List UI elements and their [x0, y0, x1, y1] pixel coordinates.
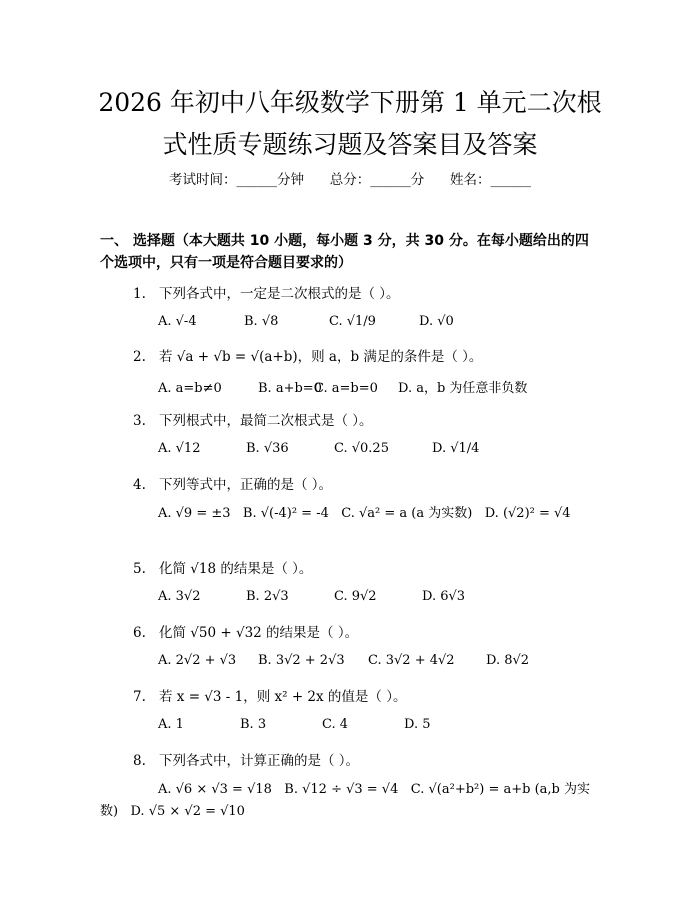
question-number: 3.	[133, 413, 146, 429]
question-text: 化简 √50 + √32 的结果是（ ）。	[159, 625, 359, 641]
option-c: C. 4	[322, 717, 349, 732]
option-c: C. 3√2 + 4√2	[368, 653, 455, 668]
question-5	[133, 557, 312, 577]
option-b: B. √8	[244, 314, 279, 329]
exam-meta	[0, 168, 700, 188]
title-line-1: 2026 年初中八年级数学下册第 1 单元二次根	[98, 88, 602, 117]
question-1	[133, 282, 400, 302]
question-3	[133, 409, 373, 429]
section-heading: 一、 选择题（本大题共 10 小题，每小题 3 分，共 30 分。在每小题给出的四个选项中，只有一项是符合题目要求的）	[100, 233, 589, 271]
question-number: 2.	[133, 349, 146, 365]
option-a: A. √12	[158, 441, 201, 456]
option-d: D. 5	[404, 717, 431, 732]
question-7	[133, 685, 406, 705]
option-a: A. a=b≠0	[158, 381, 222, 396]
option-b: B. √36	[246, 441, 289, 456]
page-title	[50, 82, 650, 166]
exam-score: 总分：______分	[329, 172, 425, 188]
question-text: 若 x = √3 - 1，则 x² + 2x 的值是（ ）。	[159, 689, 407, 705]
question-number: 5.	[133, 561, 146, 577]
question-number: 7.	[133, 689, 146, 705]
option-b: B. 2√3	[246, 589, 289, 604]
option-d: D. √1/4	[432, 441, 480, 456]
options-5	[158, 589, 465, 604]
options-1	[158, 314, 454, 329]
option-d: D. 6√3	[422, 589, 466, 604]
question-number: 6.	[133, 625, 146, 641]
question-2	[133, 345, 482, 365]
question-number: 4.	[133, 477, 146, 493]
options-4: A. √9 = ±3 B. √(-4)² = -4 C. √a² = a (a 为实数) D. (√2)² = √4	[158, 506, 571, 521]
option-a: A. 1	[158, 717, 184, 732]
question-text: 下列根式中，最简二次根式是（ ）。	[159, 413, 373, 429]
question-text: 下列各式中，计算正确的是（ ）。	[159, 753, 360, 769]
option-c: C. 9√2	[334, 589, 377, 604]
option-d: D. a，b 为任意非负数	[398, 381, 528, 396]
option-a: A. 3√2	[158, 589, 201, 604]
question-text: 若 √a + √b = √(a+b)，则 a，b 满足的条件是（ ）。	[159, 349, 483, 365]
options-3	[158, 441, 479, 456]
question-number: 1.	[133, 286, 146, 302]
question-text: 下列各式中，一定是二次根式的是（ ）。	[159, 286, 400, 302]
option-c: C. a=b=0	[314, 381, 378, 396]
option-b: B. a+b=0	[258, 381, 322, 396]
question-text: 化简 √18 的结果是（ ）。	[159, 561, 313, 577]
option-d: D. 8√2	[486, 653, 530, 668]
option-b: B. 3	[240, 717, 267, 732]
exam-time: 考试时间：______分钟	[169, 172, 304, 188]
option-a: A. 2√2 + √3	[158, 653, 237, 668]
option-a: A. √-4	[158, 314, 197, 329]
question-6	[133, 621, 358, 641]
option-c: C. √1/9	[329, 314, 376, 329]
question-text: 下列等式中，正确的是（ ）。	[159, 477, 333, 493]
question-number: 8.	[133, 753, 146, 769]
exam-name: 姓名：______	[450, 172, 531, 188]
options-2	[158, 377, 527, 396]
option-d: D. √0	[419, 314, 454, 329]
options-7	[158, 717, 431, 732]
option-b: B. 3√2 + 2√3	[258, 653, 345, 668]
title-line-2: 式性质专题练习题及答案目及答案	[162, 130, 538, 159]
options-6	[158, 653, 529, 668]
options-8: A. √6 × √3 = √18 B. √12 ÷ √3 = √4 C. √(a²+b²) = a+b (a,b 为实数) D. √5 × √2 = √10	[100, 782, 590, 819]
question-8	[133, 749, 359, 769]
option-c: C. √0.25	[334, 441, 389, 456]
question-4	[133, 473, 332, 493]
